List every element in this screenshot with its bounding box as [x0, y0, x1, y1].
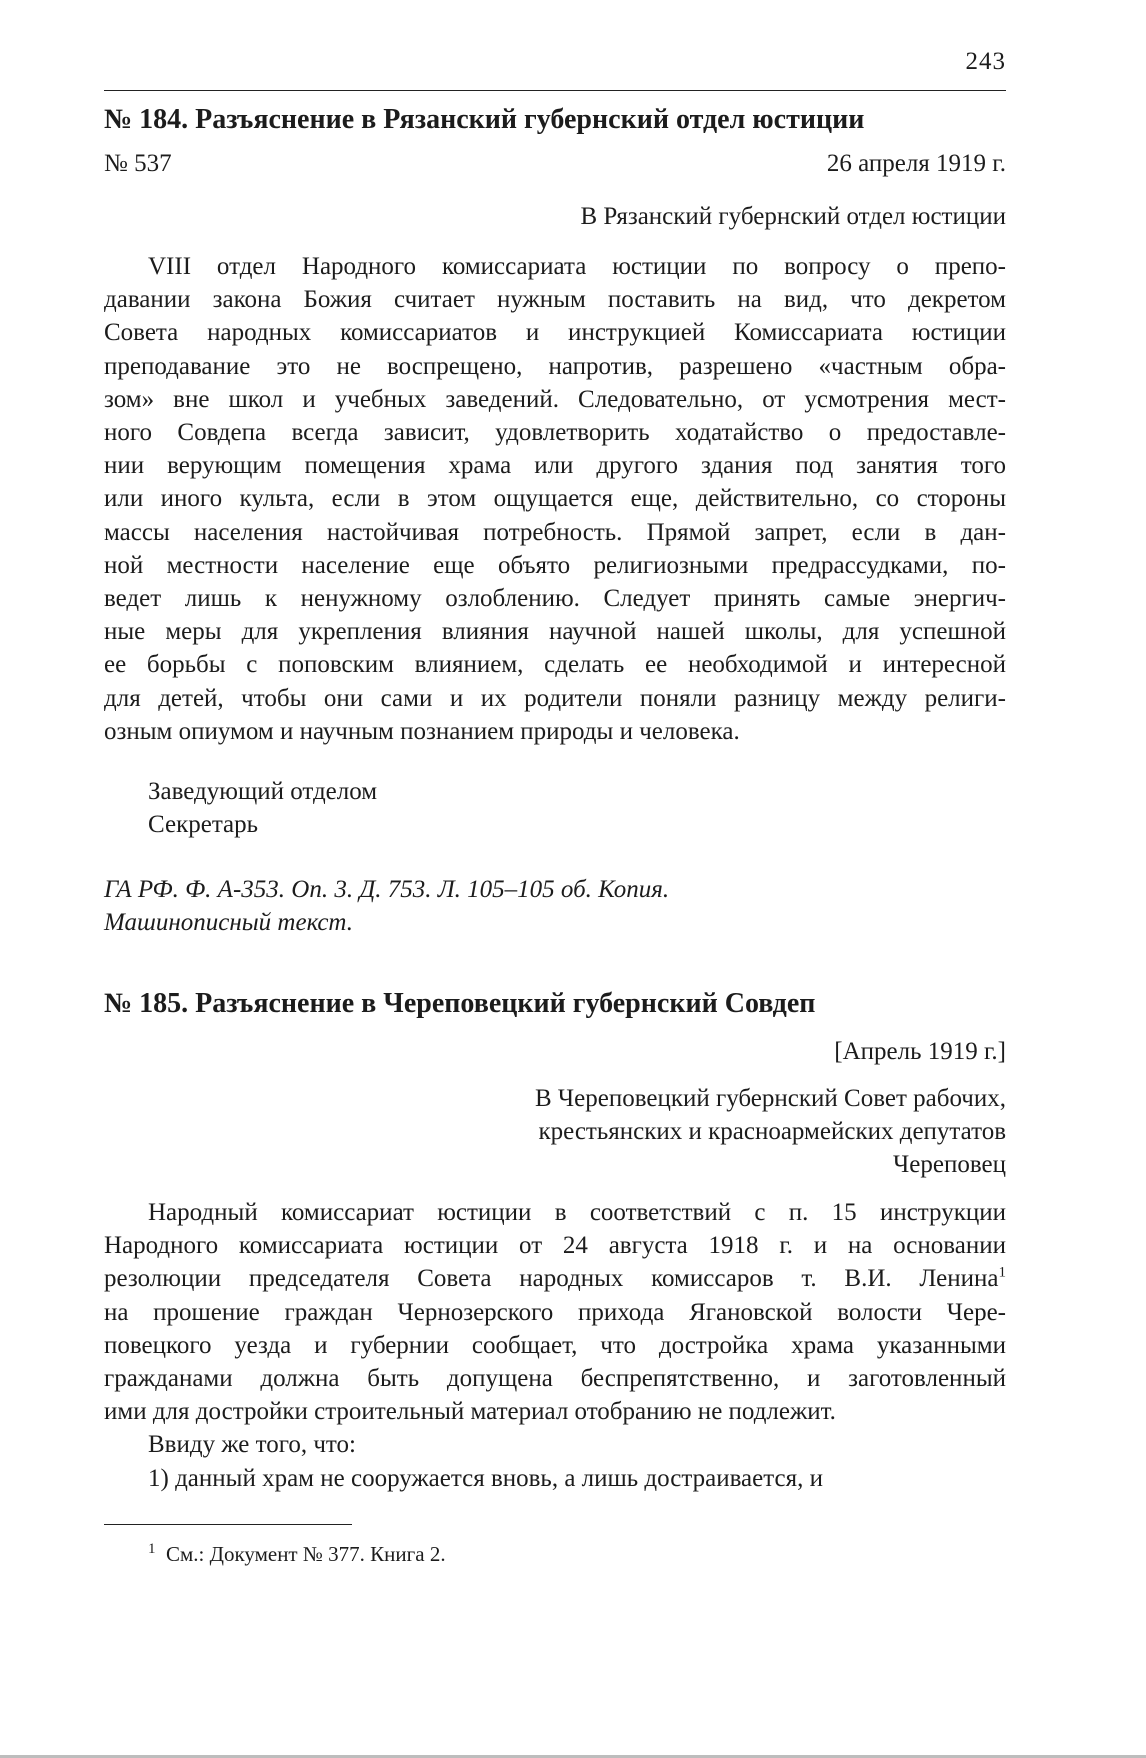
footnote: [148, 1542, 446, 1567]
doc185-title: № 185. Разъяснение в Череповецкий губернский Совдеп: [104, 988, 816, 1019]
signature-secretary: Секретарь: [148, 811, 259, 838]
doc184-body-line: VIII отдел Народного комиссариата юстиции по вопросу о препо-: [148, 253, 1006, 280]
doc185-body-line: на прошение граждан Чернозерского прихода Ягановской волости Чере-: [104, 1298, 1006, 1326]
footnote-mark: 1: [148, 1541, 156, 1557]
doc184-title: № 184. Разъяснение в Рязанский губернский отдел юстиции: [104, 104, 865, 135]
doc184-date: 26 апреля 1919 г.: [826, 150, 1006, 177]
addressee-line: Череповец: [893, 1151, 1006, 1178]
doc185-body-line: повецкого уезда и губернии сообщает, что достройка храма указанными: [104, 1331, 1006, 1359]
doc184-body-line: ее борьбы с поповским влиянием, сделать ее необходимой и интересной: [104, 651, 1006, 679]
doc184-body-line: давании закона Божия считает нужным поставить на вид, что декретом: [104, 286, 1006, 314]
doc184-addressee: В Рязанский губернский отдел юстиции: [580, 203, 1006, 230]
doc185-body-line: Народный комиссариат юстиции в соответствий с п. 15 инструкции: [148, 1199, 1006, 1226]
source-line: ГА РФ. Ф. А-353. Оп. 3. Д. 753. Л. 105–105 об. Копия.: [104, 876, 670, 903]
doc185-body-text: резолюции председателя Совета народных комиссаров т. В.И. Ленина: [104, 1265, 999, 1293]
doc184-body-line: ного Совдепа всегда зависит, удовлетворить ходатайство о предоставле-: [104, 419, 1006, 447]
doc185-body-line: гражданами должна быть допущена беспрепятственно, и заготовленный: [104, 1365, 1006, 1393]
addressee-line: В Череповецкий губернский Совет рабочих,: [534, 1085, 1006, 1112]
doc184-body-line: ведет лишь к ненужному озлоблению. Следует принять самые энергич-: [104, 585, 1006, 613]
doc184-signatures: [148, 775, 377, 841]
doc185-addressee: [535, 1082, 1006, 1181]
doc184-body-line: ной местности население еще объято религиозными предрассудками, по-: [104, 551, 1006, 579]
doc185-body-line-with-footnote: [104, 1262, 1006, 1295]
doc185-body-line: Народного комиссариата юстиции от 24 августа 1918 г. и на основании: [104, 1232, 1006, 1260]
doc184-body-line: или иного культа, если в этом ощущается еще, действительно, со стороны: [104, 485, 1006, 513]
doc184-number: № 537: [104, 150, 172, 177]
doc185-body-line: ими для достройки строительный материал отобранию не подлежит.: [104, 1398, 836, 1426]
doc185-body-line: 1) данный храм не сооружается вновь, а лишь достраивается, и: [148, 1464, 823, 1492]
doc184-body-line: зом» вне школ и учебных заведений. Следовательно, от усмотрения мест-: [104, 385, 1006, 413]
footnote-text: См.: Документ № 377. Книга 2.: [166, 1542, 446, 1566]
page-number: 243: [965, 48, 1006, 75]
doc184-body: [104, 250, 1006, 748]
doc184-body-line: для детей, чтобы они сами и их родители поняли разницу между религи-: [104, 684, 1006, 712]
doc184-body-line: преподавание это не воспрещено, напротив, разрешено «частным обра-: [104, 352, 1006, 380]
header-rule: [104, 90, 1006, 91]
doc184-body-line: нии верующим помещения храма или другого здания под занятия того: [104, 452, 1006, 480]
doc184-body-line: озным опиумом и научным познанием природы и человека.: [104, 717, 740, 745]
doc184-source: [104, 873, 669, 939]
doc185-body: [104, 1196, 1006, 1495]
source-line: Машинописный текст.: [104, 909, 354, 936]
doc185-date: [Апрель 1919 г.]: [834, 1038, 1006, 1065]
doc185-body-line: Ввиду же того, что:: [148, 1431, 356, 1459]
doc184-body-line: ные меры для укрепления влияния научной нашей школы, для успешной: [104, 618, 1006, 646]
footnote-reference[interactable]: 1: [998, 1265, 1006, 1282]
addressee-line: крестьянских и красноармейских депутатов: [538, 1118, 1006, 1145]
doc184-body-line: массы населения настойчивая потребность. Прямой запрет, если в дан-: [104, 518, 1006, 546]
signature-head: Заведующий отделом: [148, 778, 378, 805]
footnote-rule: [104, 1524, 352, 1525]
doc184-meta-row: [104, 150, 1006, 178]
doc184-body-line: Совета народных комиссариатов и инструкцией Комиссариата юстиции: [104, 319, 1006, 347]
